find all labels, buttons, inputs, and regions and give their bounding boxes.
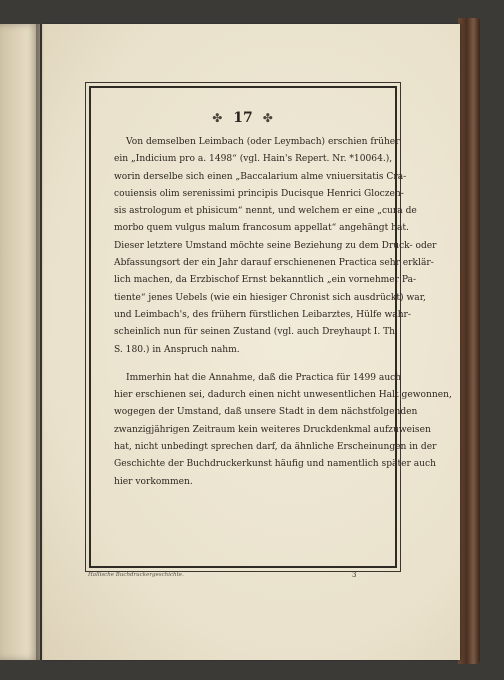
- page-number: 17: [233, 110, 253, 126]
- text-line: scheinlich nun für seinen Zustand (vgl. auch Dreyhaupt I. Th.: [114, 327, 398, 338]
- text-line: lich machen, da Erzbischof Ernst bekanntlich „ein vornehmer Pa-: [114, 275, 417, 286]
- body-text: [114, 134, 452, 491]
- text-line: Immerhin hat die Annahme, daß die Practica für 1499 auch: [126, 372, 402, 383]
- ornament-left-icon: ✤: [212, 111, 224, 125]
- text-line: Geschichte der Buchdruckerkunst häufig und namentlich später auch: [114, 459, 436, 470]
- spine-shadow: [36, 24, 44, 660]
- text-line: Von demselben Leimbach (oder Leymbach) erschien früher: [126, 137, 400, 147]
- book-cover-edge: [458, 18, 480, 664]
- page-header: [95, 108, 391, 128]
- ornament-right-icon: ✤: [262, 111, 274, 125]
- text-line: hier erschienen sei, dadurch einen nicht unwesentlichen Halt gewonnen,: [114, 390, 452, 401]
- previous-page-edge: [0, 24, 40, 660]
- signature-mark: Hallische Buchdruckergeschichte.: [88, 572, 184, 578]
- text-line: worin derselbe sich einen „Baccalarium alme vniuersitatis Cra-: [114, 171, 407, 182]
- text-line: Abfassungsort der ein Jahr darauf erschienenen Practica sehr erklär-: [114, 258, 434, 269]
- text-line: hat, nicht unbedingt sprechen darf, da ähnliche Erscheinungen in der: [114, 442, 437, 453]
- text-line: und Leimbach's, des frühern fürstlichen Leibarztes, Hülfe wahr-: [114, 309, 411, 320]
- text-line: wogegen der Umstand, daß unsere Stadt in dem nächstfolgenden: [114, 407, 418, 418]
- sheet-number: 3: [352, 571, 357, 579]
- text-line: ein „Indicium pro a. 1498“ (vgl. Hain's Repert. Nr. *10064.),: [114, 154, 393, 165]
- text-line: S. 180.) in Anspruch nahm.: [114, 344, 240, 355]
- text-line: hier vorkommen.: [114, 476, 193, 487]
- text-line: zwanzigjährigen Zeitraum kein weiteres Druckdenkmal aufzuweisen: [114, 424, 431, 435]
- text-line: sis astrologum et phisicum“ nennt, und welchem er eine „cura de: [114, 206, 417, 217]
- paragraph-2: [114, 370, 452, 491]
- text-line: morbo quem vulgus malum francosum appellat“ angehängt hat.: [114, 223, 409, 234]
- text-line: couiensis olim serenissimi principis Ducisque Henrici Gloczen-: [114, 188, 404, 199]
- paragraph-1: [114, 134, 437, 359]
- text-line: tiente“ jenes Uebels (wie ein hiesiger Chronist sich ausdrückt) war,: [114, 292, 426, 303]
- text-line: Dieser letztere Umstand möchte seine Beziehung zu dem Druck- oder: [114, 240, 437, 251]
